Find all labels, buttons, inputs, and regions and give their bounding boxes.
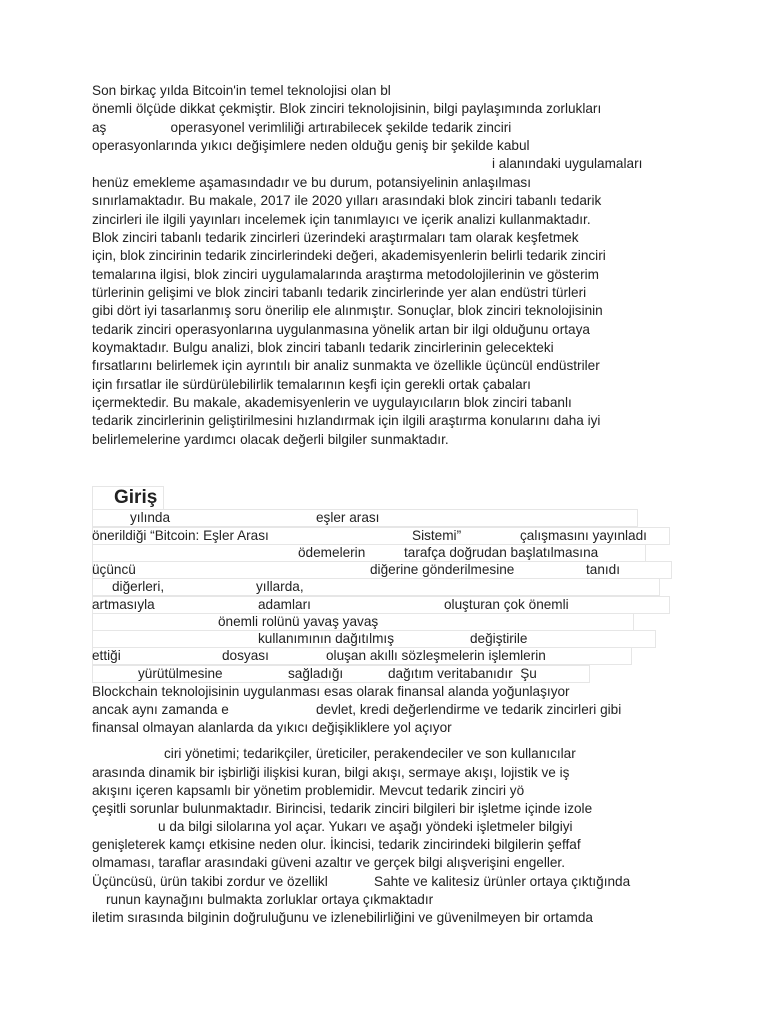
- intro-fragment: diğerleri,: [112, 579, 165, 594]
- intro-fragment: üçüncü: [92, 562, 136, 577]
- abstract-line: belirlemelerine yardımcı olacak değerli bilgiler sunmaktadır.: [92, 432, 449, 447]
- intro-fragment: eşler arası: [316, 510, 380, 525]
- abstract-line: temalarına ilgisi, blok zinciri uygulamalarında araştırma metodolojilerinin ve gösterim: [92, 267, 599, 282]
- supply-line: akışını içeren kapsamlı bir yönetim problemidir. Mevcut tedarik zinciri yö: [92, 783, 525, 798]
- text-box: [92, 596, 670, 614]
- supply-line: genişleterek kamçı etkisine neden olur. İkincisi, tedarik zincirindeki bilgilerin şeffaf: [92, 837, 581, 852]
- supply-line: runun kaynağını bulmakta zorluklar ortaya çıkmaktadır: [106, 892, 434, 907]
- intro-fragment: dosyası: [222, 648, 269, 663]
- abstract-line: sınırlamaktadır. Bu makale, 2017 ile 2020 yılları arasındaki blok zinciri tabanlı tedarik: [92, 193, 602, 208]
- intro-line: ancak aynı zamanda e: [92, 702, 229, 717]
- intro-fragment: artmasıyla: [92, 597, 155, 612]
- abstract-line: türlerinin gelişimi ve blok zinciri tabanlı tedarik zincirlerinde yer alan endüstri türleri: [92, 285, 587, 300]
- intro-fragment: önemli rolünü yavaş yavaş: [218, 614, 379, 629]
- abstract-line: i alanındaki uygulamaları: [492, 156, 643, 171]
- intro-fragment: Sistemi”: [412, 528, 462, 543]
- abstract-line: için, blok zincirinin tedarik zincirlerindeki değeri, akademisyenlerin belirli tedarik zinciri: [92, 248, 606, 263]
- intro-fragment: tarafça doğrudan başlatılmasına: [404, 545, 599, 560]
- abstract-line: fırsatlarını belirlemek için ayrıntılı bir analiz sunmakta ve özellikle üçüncül endüstriler: [92, 358, 600, 373]
- abstract-line: tedarik zinciri operasyonlarına uygulanmasına yönelik artan bir ilgi olduğunu ortaya: [92, 322, 590, 337]
- intro-fragment: önerildiği “Bitcoin: Eşler Arası: [92, 528, 269, 543]
- intro-fragment: yılında: [130, 510, 171, 525]
- supply-line: Sahte ve kalitesiz ürünler ortaya çıktığında: [374, 874, 631, 889]
- intro-fragment: sağladığı: [288, 666, 344, 681]
- intro-fragment: yıllarda,: [256, 579, 304, 594]
- abstract-line: henüz emekleme aşamasındadır ve bu durum, potansiyelinin anlaşılması: [92, 175, 532, 190]
- text-box: [92, 578, 660, 596]
- intro-fragment: kullanımının dağıtılmış: [258, 631, 394, 646]
- abstract-line: operasyonlarında yıkıcı değişimlere neden olduğu geniş bir şekilde kabul: [92, 138, 530, 153]
- abstract-line: gibi dört iyi tasarlanmış soru önerilip ele alınmıştır. Sonuçlar, blok zinciri teknolojisinin: [92, 303, 603, 318]
- supply-line: Üçüncüsü, ürün takibi zordur ve özellikl: [92, 874, 328, 889]
- intro-line: Blockchain teknolojisinin uygulanması esas olarak finansal alanda yoğunlaşıyor: [92, 684, 570, 699]
- intro-fragment: tanıdı: [586, 562, 621, 577]
- abstract-line: için fırsatlar ile sürdürülebilirlik temalarının keşfi için gerekli ortak çabaları: [92, 377, 531, 392]
- intro-fragment: ettiği: [92, 648, 121, 663]
- abstract-line: önemli ölçüde dikkat çekmiştir. Blok zinciri teknolojisinin, bilgi paylaşımında zorlukları: [92, 101, 602, 116]
- supply-line: olmaması, taraflar arasındaki güveni azaltır ve gerçek bilgi alışverişini engeller.: [92, 855, 565, 870]
- intro-line: finansal olmayan alanlarda da yıkıcı değişikliklere yol açıyor: [92, 720, 452, 735]
- supply-line: arasında dinamik bir işbirliği ilişkisi kuran, bilgi akışı, sermaye akışı, lojistik ve iş: [92, 765, 570, 780]
- intro-fragment: oluşan akıllı sözleşmelerin işlemlerin: [326, 648, 546, 663]
- intro-line: devlet, kredi değerlendirme ve tedarik zincirleri gibi: [316, 702, 622, 717]
- section-heading: Giriş: [114, 487, 158, 508]
- intro-fragment: değiştirile: [470, 631, 528, 646]
- intro-fragment: adamları: [258, 597, 311, 612]
- abstract-line: içermektedir. Bu makale, akademisyenlerin ve uygulayıcıların blok zinciri tabanlı: [92, 395, 572, 410]
- intro-fragment: dağıtım veritabanıdır Şu: [388, 666, 537, 681]
- abstract-line: tedarik zincirlerinin geliştirilmesini hızlandırmak için ilgili araştırma konularını daha iyi: [92, 413, 601, 428]
- intro-fragment: ödemelerin: [298, 545, 366, 560]
- supply-line: çeşitli sorunlar bulunmaktadır. Birincisi, tedarik zinciri bilgileri bir işletme içinde izole: [92, 801, 593, 816]
- abstract-line: Blok zinciri tabanlı tedarik zincirleri üzerindeki araştırmaları tam olarak keşfetmek: [92, 230, 579, 245]
- abstract-line: koymaktadır. Bulgu analizi, blok zinciri tabanlı tedarik zincirlerinin gelecekteki: [92, 340, 554, 355]
- intro-fragment: yürütülmesine: [138, 666, 223, 681]
- supply-line: ciri yönetimi; tedarikçiler, üreticiler, perakendeciler ve son kullanıcılar: [164, 746, 576, 761]
- abstract-line: Son birkaç yılda Bitcoin'in temel teknolojisi olan bl: [92, 83, 391, 98]
- intro-fragment: oluşturan çok önemli: [444, 597, 569, 612]
- intro-fragment: çalışmasını yayınladı: [520, 528, 647, 543]
- abstract-line: aş operasyonel verimliliği artırabilecek şekilde tedarik zinciri: [92, 120, 512, 135]
- intro-fragment: diğerine gönderilmesine: [370, 562, 515, 577]
- supply-line: iletim sırasında bilginin doğruluğunu ve izlenebilirliğini ve güvenilmeyen bir ortamda: [92, 910, 593, 925]
- supply-line: u da bilgi silolarına yol açar. Yukarı ve aşağı yöndeki işletmeler bilgiyi: [158, 819, 573, 834]
- abstract-line: zincirleri ile ilgili yayınları incelemek için tanımlayıcı ve içerik analizi kullanmaktadır.: [92, 212, 591, 227]
